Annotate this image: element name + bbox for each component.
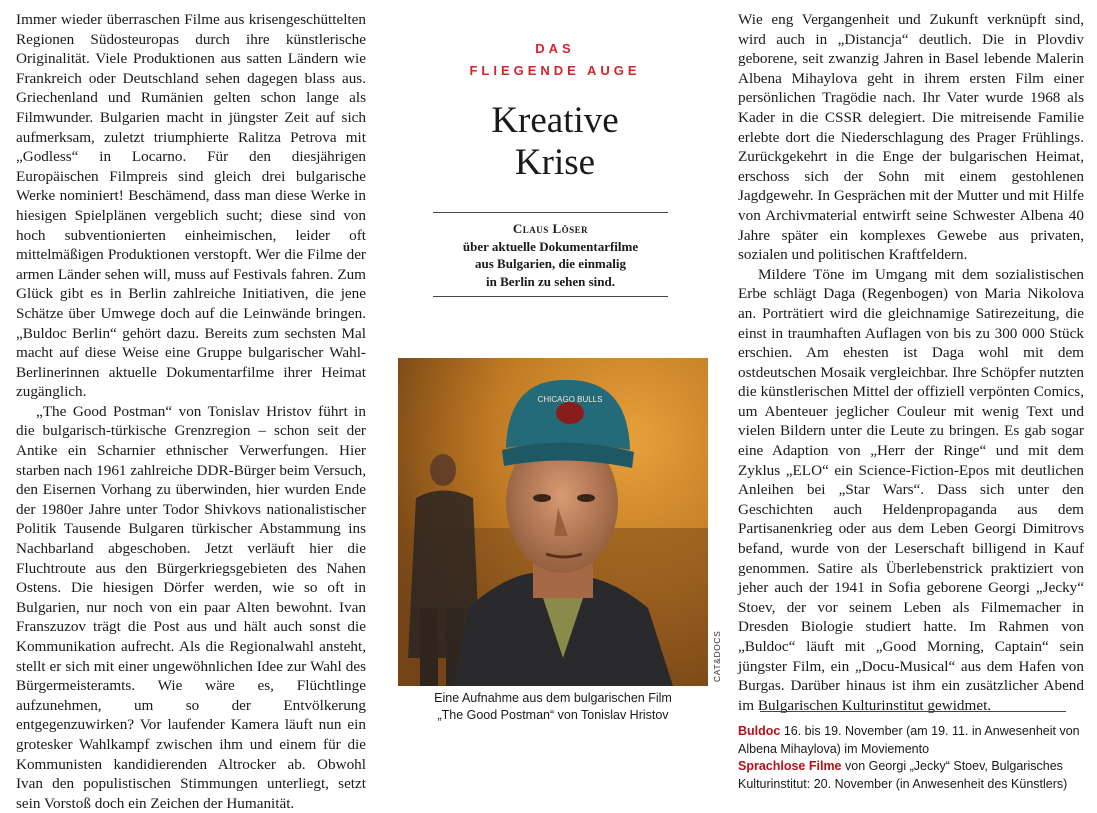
- infobox-item-text: von Georgi „Jecky“ Stoev, Bulgarisches Kulturinstitut: 20. November (in Anwesenheit des Künstlers): [738, 759, 1068, 791]
- byline-box: [433, 212, 668, 297]
- kicker-line: DAS: [535, 41, 575, 56]
- article-paragraph: Mildere Töne im Umgang mit dem sozialistischen Erbe schlägt Daga (Regenbogen) von Maria Nikolova an. Porträtiert wird die gleichnamige Satirezeitung, die einst in traumhaften Auflagen von bis zu 300 000 Stück erschien. Am ehesten ist Daga wohl mit dem ostdeutschen Mosaik vergleichbar. Ihre Schöpfer nutzten die künstlerischen Mittel der offiziell verpönten Comics, um Abenteuer jeglicher Couleur mit wenig Text und vielen Bildern unter die Leute zu bringen. Es gab sogar eine Adaption von „Herr der Ringe“ und mit dem Zyklus „ELO“ ein Science-Fiction-Epos mit deutlichen Anleihen bei „Star Wars“. Dass sich unter den Geschichten auch Heldenpropaganda aus dem Partisanenkrieg oder aus dem Leben Georgi Dimitrovs befand, wurde von der Leserschaft billigend in Kauf genommen. Satire als Überlebenstrick praktiziert von jeher auch der 1941 in Sofia geborene Georgi „Jecky“ Stoev, der vor seinem Leben als Filmemacher in Dresden Biologie studiert hatte. Im Rahmen von „Buldoc“ läuft mit „Good Morning, Captain“ sein jüngster Film, ein „Docu-Musical“ aus dem Hafen von Burgas. Darüber hinaus ist ihm ein zusätzlicher Abend im Bulgarischen Kulturinstitut gewidmet.: [738, 265, 1084, 714]
- infobox-item-label: Buldoc: [738, 724, 781, 738]
- event-infobox: [738, 723, 1088, 793]
- author-name: Claus Löser: [512, 221, 589, 236]
- byline-line: über aktuelle Dokumentarfilme: [462, 238, 639, 254]
- article-headline: [390, 100, 720, 184]
- photo-credit: CAT&DOCS: [712, 630, 722, 682]
- caption-line: „The Good Postman“ von Tonislav Hristov: [437, 708, 669, 722]
- article-paragraph: „The Good Postman“ von Tonislav Hristov führt in die bulgarisch-türkische Grenzregion – schon seit der Antike ein Scharnier ethnischer Verwerfungen. Hier starben nach 1961 zahlreiche DDR-Bürger beim Versuch, den Eisernen Vorhang zu überwinden, hier wurden Ende der 1980er Jahre unter Todor Shivkovs nationalistischer Politik Tausende Bulgaren türkischer Abstammung ins Nachbarland abgeschoben. Jetzt verläuft hier die Fluchtroute aus den Bürgerkriegsgebieten des Nahen Ostens. Die hiesigen Dörfer werden, wie so oft in Bulgarien, nur noch von ein paar Alten bewohnt. Ivan Franszuzov trägt die Post aus und hält auch sonst die Kommunikation aufrecht. Als die Regionalwahl ansteht, stellt er sich mit einer ungewöhnlichen Idee zur Wahl des Bürgermeisteramts. Wie wäre es, Flüchtlinge aufzunehmen, um so der Entvölkerung entgegenzuwirken? Vor laufender Kamera läuft nun ein grotesker Wahlkampf zwischen ihm und einem für die Kommunisten kandidierenden Altrocker ab. Obwohl Ivan den populistischen Stimmungen unterliegt, setzt sein Vorstoß doch ein Zeichen der Humanität.: [16, 402, 366, 812]
- drop-cap: I: [16, 11, 22, 28]
- headline-line: Krise: [514, 142, 596, 183]
- paragraph-text: mmer wieder überraschen Filme aus krisengeschüttelten Regionen Südosteuropas durch ihre künstlerische Originalität. Viele Produktionen aus satten Ländern wie Frankreich oder Deutschland sehen dagegen blass aus. Griechenland und Rumänien gelten schon lange als Filmwunder. Bulgarien macht in jüngster Zeit auf sich aufmerksam, zuletzt triumphierte Ralitza Petrova mit „Godless“ in Locarno. Für den diesjährigen Europäischen Filmpreis sind gleich drei bulgarische Werke nominiert! Beschämend, dass man diese Werke in hiesigen Spielplänen vergeblich sucht; diese sind von hoch subventionierten einheimischen, leider oft mittelmäßigen Produktionen verstopft. Wer die Filme der armen Länder sehen will, muss auf Festivals fahren. Zum Glück gibt es in Berlin zahlreiche Initiativen, die jene Schätze über Umwege doch auf die Leinwände bringen. „Buldoc Berlin“ gehört dazu. Bereits zum sechsten Mal macht auf diese Weise eine Gruppe bulgarischer Wahl-Berlinerinnen aktuelle Dokumentarfilme ihrer Heimat zugänglich.: [16, 11, 366, 401]
- byline-line: in Berlin zu sehen sind.: [486, 273, 615, 289]
- headline-line: Kreative: [491, 100, 619, 141]
- byline-line: aus Bulgarien, die einmalig: [475, 256, 626, 271]
- article-paragraph: Wie eng Vergangenheit und Zukunft verknüpft sind, wird auch in „Distancja“ deutlich. Die in Plovdiv geborene, seit zwanzig Jahren in Basel lebende Malerin Albena Mihaylova geht in ihrem ersten Film einer persönlichen Tragödie nach. Ihr Vater wurde 1968 als Kader in die CSSR delegiert. Die mitreisende Familie erlebte dort die Niederschlagung des Prager Frühlings. Zurückgekehrt in die Enge der bulgarischen Heimat, erschoss sich der Sohn mit einem gestohlenen Jagdgewehr. In Gesprächen mit der Mutter und mit Hilfe von Archivmaterial entwirft seine Schwester Albena 40 Jahre später ein komplexes Gewebe aus privaten, sozialen und politischen Kraftfeldern.: [738, 11, 1084, 264]
- article-column-left: [16, 10, 366, 813]
- infobox-item-text: 16. bis 19. November (am 19. 11. in Anwesenheit von Albena Mihaylova) im Moviemento: [738, 724, 1080, 756]
- infobox-item: [738, 758, 1088, 793]
- photo-illustration: [398, 358, 708, 686]
- article-column-right: [738, 10, 1084, 715]
- caption-line: Eine Aufnahme aus dem bulgarischen Film: [434, 691, 672, 705]
- infobox-item-label: Sprachlose Filme: [738, 759, 842, 773]
- photo-caption: [398, 690, 708, 724]
- infobox-item: [738, 723, 1088, 758]
- infobox-divider: [760, 711, 1066, 712]
- cap-logo-text: CHICAGO BULLS: [537, 395, 603, 404]
- section-kicker: [390, 38, 720, 82]
- kicker-line: FLIEGENDE AUGE: [469, 63, 641, 78]
- article-paragraph: [16, 10, 366, 402]
- article-photo: [398, 358, 708, 686]
